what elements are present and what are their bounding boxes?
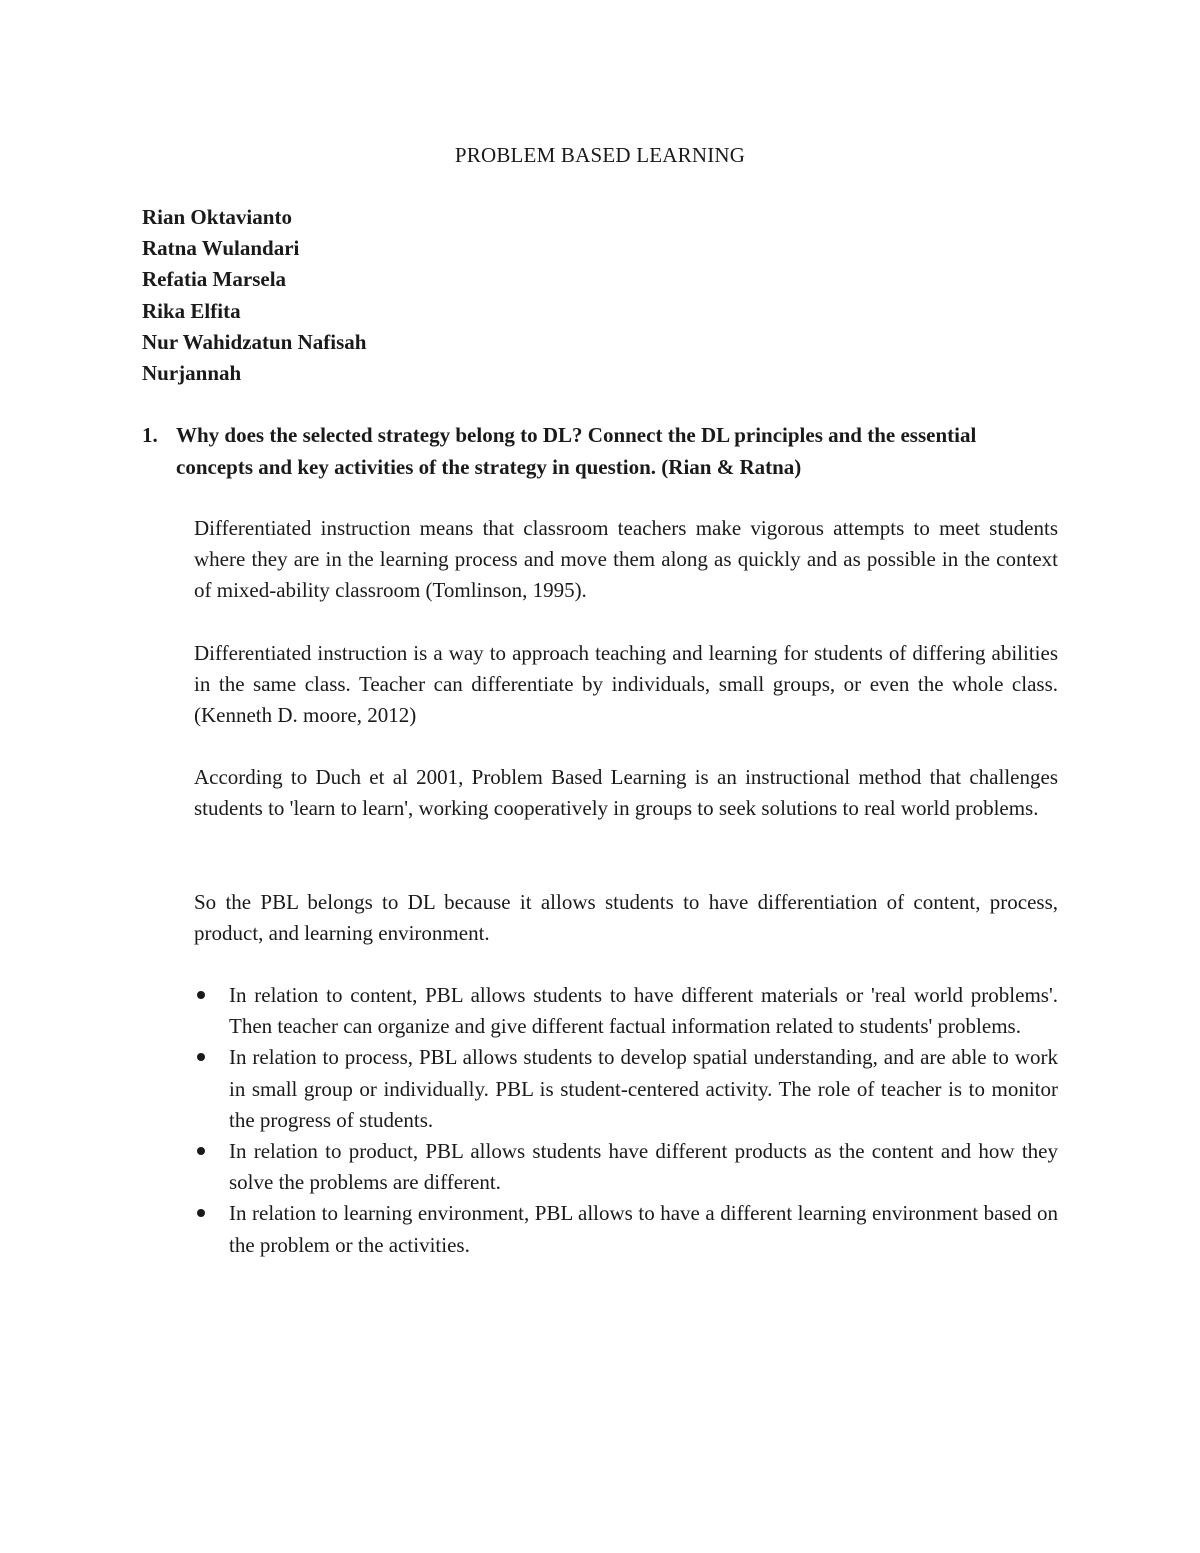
bullet-list <box>194 980 1058 1261</box>
paragraph: Differentiated instruction is a way to approach teaching and learning for students of differing abilities in the same class. Teacher can differentiate by individuals, small groups, or even the whole class. (Kenneth D. moore, 2012) <box>194 641 1058 728</box>
bullet-dot-icon <box>197 1147 205 1155</box>
author-name: Refatia Marsela <box>142 267 287 292</box>
author-list <box>142 202 366 389</box>
bullet-dot-icon <box>197 1209 205 1217</box>
author-name: Nur Wahidzatun Nafisah <box>142 329 367 354</box>
bullet-item <box>194 1136 1058 1198</box>
document-title: PROBLEM BASED LEARNING <box>454 143 746 167</box>
bullet-item <box>194 1198 1058 1260</box>
question-number: 1. <box>142 423 158 447</box>
bullet-text: In relation to content, PBL allows students to have different materials or 'real world problems'. Then teacher can organize and give different factual information related to students' problems. <box>229 983 1058 1039</box>
author-name: Nurjannah <box>142 361 242 386</box>
author-name: Rika Elfita <box>142 298 241 323</box>
paragraph: Differentiated instruction means that classroom teachers make vigorous attempts to meet students where they are in the learning process and move them along as quickly and as possible in the context of mixed-ability classroom (Tomlinson, 1995). <box>194 516 1058 603</box>
bullet-dot-icon <box>197 991 205 999</box>
author-name: Rian Oktavianto <box>142 205 292 229</box>
question-text: Why does the selected strategy belong to DL? Connect the DL principles and the essential concepts and key activities of the strategy in question. (Rian & Ratna) <box>176 423 977 479</box>
bullet-text: In relation to product, PBL allows students have different products as the content and how they solve the problems are different. <box>229 1139 1058 1195</box>
bullet-item <box>194 1042 1058 1136</box>
bullet-dot-icon <box>197 1053 205 1061</box>
paragraph: So the PBL belongs to DL because it allows students to have differentiation of content, process, product, and learning environment. <box>194 890 1058 946</box>
paragraph: According to Duch et al 2001, Problem Based Learning is an instructional method that challenges students to 'learn to learn', working cooperatively in groups to seek solutions to real world problems. <box>194 765 1058 821</box>
question-heading <box>142 420 1012 483</box>
bullet-text: In relation to process, PBL allows students to develop spatial understanding, and are able to work in small group or individually. PBL is student-centered activity. The role of teacher is to monitor the progress of students. <box>229 1045 1058 1132</box>
author-name: Ratna Wulandari <box>142 236 300 261</box>
bullet-text: In relation to learning environment, PBL allows to have a different learning environment based on the problem or the activities. <box>229 1201 1058 1257</box>
bullet-item <box>194 980 1058 1042</box>
